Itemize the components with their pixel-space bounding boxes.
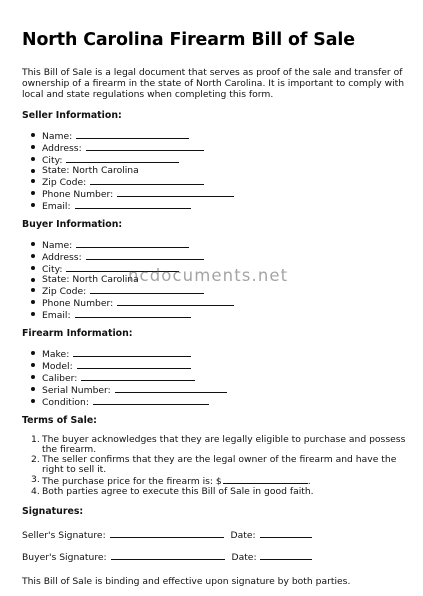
firearm-make-blank[interactable] <box>73 348 191 357</box>
term-item: 2. The seller confirms that they are the legal owner of the firearm and have the right to sell it. <box>31 453 397 475</box>
terms-section <box>22 415 406 497</box>
buyer-zip-blank[interactable] <box>90 285 204 294</box>
intro-paragraph: This Bill of Sale is a legal document that serves as proof of the sale and transfer of ownership of a firearm in the state of North Carolina. It is important to comply with local and state regulations when completing this form. <box>22 67 405 101</box>
signatures-section <box>22 506 406 563</box>
seller-address-blank[interactable] <box>86 142 204 151</box>
firearm-heading: Firearm Information: <box>22 327 133 339</box>
term-item: 3. The purchase price for the firearm is: $ . <box>31 473 311 487</box>
buyer-name-field: Name: <box>42 239 406 251</box>
terms-heading: Terms of Sale: <box>22 414 97 426</box>
buyer-state-field: State: North Carolina <box>42 275 406 285</box>
seller-signature-row: Seller's Signature: Date: <box>22 529 406 541</box>
seller-zip-blank[interactable] <box>90 176 204 185</box>
seller-email-field: Email: <box>42 200 406 212</box>
buyer-address-field: Address: <box>42 251 406 263</box>
seller-phone-field: Phone Number: <box>42 188 406 200</box>
firearm-section <box>22 328 406 408</box>
watermark: ncdocuments.net <box>128 266 289 285</box>
firearm-serial-blank[interactable] <box>115 384 227 393</box>
firearm-condition-blank[interactable] <box>93 396 209 405</box>
seller-signature-blank[interactable] <box>110 529 224 538</box>
buyer-phone-field: Phone Number: <box>42 297 406 309</box>
seller-city-blank[interactable] <box>66 154 179 163</box>
seller-heading: Seller Information: <box>22 109 122 121</box>
buyer-address-blank[interactable] <box>86 251 204 260</box>
firearm-model-blank[interactable] <box>77 360 191 369</box>
buyer-date-blank[interactable] <box>260 551 312 560</box>
buyer-email-field: Email: <box>42 309 406 321</box>
seller-city-field: City: <box>42 154 406 166</box>
buyer-signature-row: Buyer's Signature: Date: <box>22 551 406 563</box>
purchase-price-blank[interactable] <box>223 475 308 484</box>
bill-of-sale-document <box>22 30 406 596</box>
seller-phone-blank[interactable] <box>117 188 234 197</box>
seller-email-blank[interactable] <box>75 200 191 209</box>
firearm-caliber-blank[interactable] <box>81 372 195 381</box>
seller-section <box>22 110 406 212</box>
buyer-phone-blank[interactable] <box>117 297 234 306</box>
buyer-email-blank[interactable] <box>75 309 191 318</box>
seller-name-blank[interactable] <box>76 130 189 139</box>
firearm-model-field: Model: <box>42 360 406 372</box>
seller-state-field: State: North Carolina <box>42 166 406 176</box>
term-item: 1. The buyer acknowledges that they are legally eligible to purchase and possess the firearm. <box>31 433 406 455</box>
firearm-make-field: Make: <box>42 348 406 360</box>
buyer-name-blank[interactable] <box>76 239 189 248</box>
buyer-heading: Buyer Information: <box>22 218 123 230</box>
seller-name-field: Name: <box>42 130 406 142</box>
firearm-serial-field: Serial Number: <box>42 384 406 396</box>
signatures-heading: Signatures: <box>22 505 84 517</box>
seller-date-blank[interactable] <box>260 529 312 538</box>
term-item: 4. Both parties agree to execute this Bill of Sale in good faith. <box>31 485 314 497</box>
page-title: North Carolina Firearm Bill of Sale <box>22 30 355 50</box>
buyer-zip-field: Zip Code: <box>42 285 406 297</box>
closing-statement: This Bill of Sale is binding and effective upon signature by both parties. <box>22 575 351 587</box>
firearm-caliber-field: Caliber: <box>42 372 406 384</box>
firearm-condition-field: Condition: <box>42 396 406 408</box>
buyer-signature-blank[interactable] <box>111 551 225 560</box>
seller-address-field: Address: <box>42 142 406 154</box>
buyer-city-field: City: <box>42 263 406 275</box>
seller-zip-field: Zip Code: <box>42 176 406 188</box>
